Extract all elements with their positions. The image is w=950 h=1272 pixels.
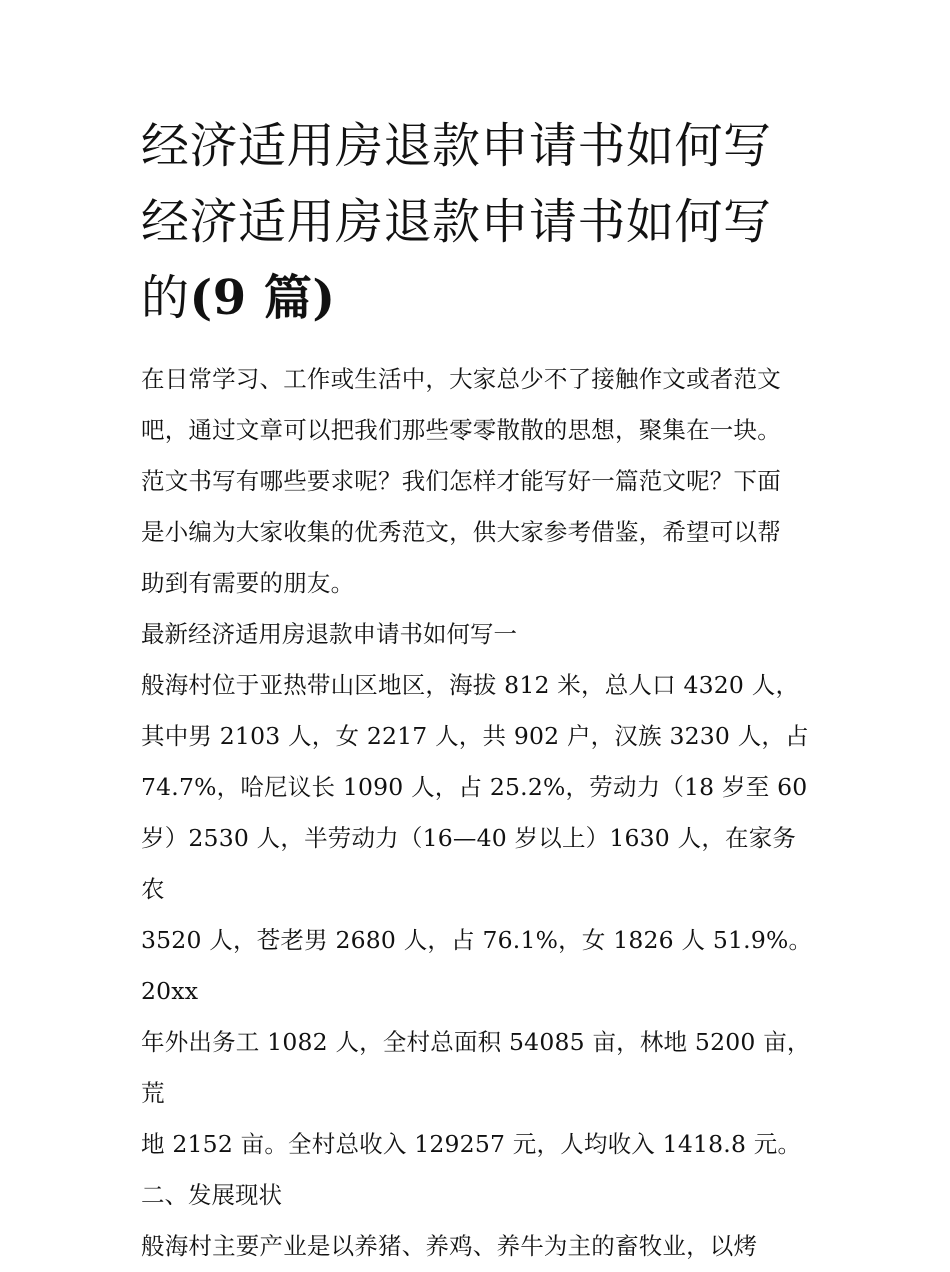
intro-line: 吧，通过文章可以把我们那些零零散散的思想，聚集在一块。 [141, 416, 781, 444]
title-line-3-prefix: 的 [141, 270, 190, 326]
section-1-line: 其中男 2103 人，女 2217 人，共 902 户，汉族 3230 人，占 [141, 722, 809, 750]
section-1-line: 年外出务工 1082 人，全村总面积 54085 亩，林地 5200 亩，荒 [141, 1028, 811, 1107]
section-1-heading: 最新经济适用房退款申请书如何写一 [141, 620, 517, 648]
document-content [141, 108, 816, 1272]
title-line-2: 经济适用房退款申请书如何写 [141, 194, 772, 250]
intro-line: 助到有需要的朋友。 [141, 569, 355, 597]
title-line-3 [141, 260, 816, 336]
intro-line: 范文书写有哪些要求呢？我们怎样才能写好一篇范文呢？下面 [141, 467, 781, 495]
section-1-line: 3520 人，苍老男 2680 人，占 76.1%，女 1826 人 51.9%。20xx [141, 926, 813, 1005]
section-1-line: 74.7%，哈尼议长 1090 人，占 25.2%，劳动力（18 岁至 60 [141, 773, 808, 801]
intro-line: 是小编为大家收集的优秀范文，供大家参考借鉴，希望可以帮 [141, 518, 781, 546]
intro-line: 在日常学习、工作或生活中，大家总少不了接触作文或者范文 [141, 365, 781, 393]
intro-paragraph [141, 354, 816, 609]
title-article-count: (9 篇) [189, 270, 336, 326]
section-1-body [141, 660, 816, 1170]
section-2-heading: 二、发展现状 [141, 1181, 282, 1209]
document-title [141, 108, 816, 336]
section-1-line: 岁）2530 人，半劳动力（16—40 岁以上）1630 人，在家务农 [141, 824, 797, 903]
section-1-line: 地 2152 亩。全村总收入 129257 元，人均收入 1418.8 元。 [141, 1130, 802, 1158]
section-2-line: 般海村主要产业是以养猪、养鸡、养牛为主的畜牧业，以烤 [141, 1232, 758, 1260]
title-line-1: 经济适用房退款申请书如何写 [141, 118, 772, 174]
section-1-line: 般海村位于亚热带山区地区，海拔 812 米，总人口 4320 人， [141, 671, 800, 699]
